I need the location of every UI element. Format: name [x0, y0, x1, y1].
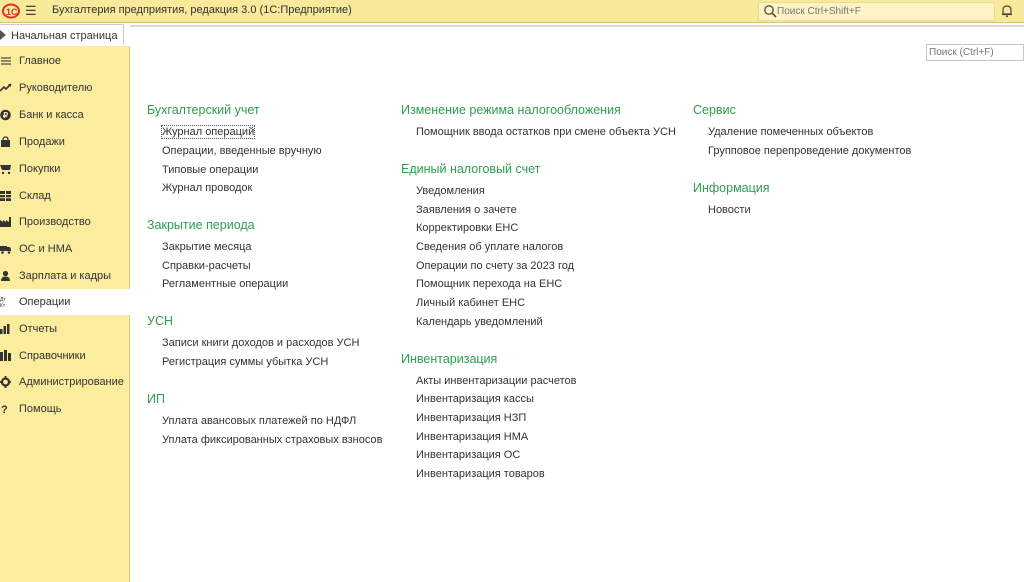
sidebar-item-label: ОС и НМА [19, 243, 73, 255]
section-title-service[interactable]: Сервис [693, 103, 736, 117]
link-routine-operations[interactable]: Регламентные операции [162, 278, 289, 290]
bag-icon [0, 136, 12, 148]
sidebar-item-label: Продажи [19, 136, 65, 148]
sidebar-item-label: Склад [19, 190, 51, 202]
sidebar-item-label: Банк и касса [19, 109, 84, 121]
link-wip-inventory[interactable]: Инвентаризация НЗП [416, 412, 527, 424]
1c-logo-icon[interactable] [2, 3, 20, 19]
sidebar-item-label: Покупки [19, 163, 61, 175]
section-title-period-close[interactable]: Закрытие периода [147, 218, 255, 232]
link-group-reposting[interactable]: Групповое перепроведение документов [708, 145, 912, 157]
section-title-ip[interactable]: ИП [147, 392, 165, 406]
sections-sidebar [0, 46, 130, 582]
section-title-accounting[interactable]: Бухгалтерский учет [147, 103, 260, 117]
truck-icon [0, 243, 12, 255]
sidebar-item-manager[interactable] [0, 75, 130, 101]
app-title: Бухгалтерия предприятия, редакция 3.0 (1С:Предприятие) [52, 4, 352, 16]
factory-icon [0, 216, 12, 228]
operations-icon [0, 296, 12, 308]
sidebar-item-main[interactable] [0, 48, 130, 74]
sidebar-item-label: Зарплата и кадры [19, 270, 112, 282]
link-cash-inventory[interactable]: Инвентаризация кассы [416, 393, 534, 405]
link-delete-marked-objects[interactable]: Удаление помеченных объектов [708, 126, 874, 138]
sidebar-item-operations[interactable] [0, 289, 130, 315]
global-search-input[interactable] [777, 4, 987, 18]
sidebar-item-help[interactable] [0, 396, 130, 422]
sidebar-item-purchases[interactable] [0, 156, 130, 182]
link-notifications-calendar[interactable]: Календарь уведомлений [416, 316, 543, 328]
sidebar-item-admin[interactable] [0, 369, 130, 395]
tab-home[interactable] [0, 24, 124, 45]
sidebar-item-production[interactable] [0, 209, 130, 235]
link-goods-inventory[interactable]: Инвентаризация товаров [416, 468, 545, 480]
sidebar-item-label: Отчеты [19, 323, 58, 335]
sidebar-item-label: Главное [19, 55, 62, 67]
link-ens-adjustments[interactable]: Корректировки ЕНС [416, 222, 519, 234]
link-postings-journal[interactable]: Журнал проводок [162, 182, 253, 194]
bell-icon[interactable] [1000, 4, 1014, 18]
bar-chart-icon [0, 323, 12, 335]
tab-divider [130, 25, 1024, 27]
link-tax-payment-info[interactable]: Сведения об уплате налогов [416, 241, 564, 253]
home-tab-marker-icon [0, 30, 7, 40]
link-standard-operations[interactable]: Типовые операции [162, 164, 259, 176]
link-intangibles-inventory[interactable]: Инвентаризация НМА [416, 431, 529, 443]
sidebar-item-bank[interactable] [0, 102, 130, 128]
link-offset-applications[interactable]: Заявления о зачете [416, 204, 517, 216]
link-news[interactable]: Новости [708, 204, 751, 216]
cart-icon [0, 163, 12, 175]
person-icon [0, 270, 12, 282]
svg-text:?: ? [1, 404, 8, 415]
sidebar-item-label: Операции [19, 296, 71, 308]
menu-lines-icon [0, 55, 12, 67]
svg-text:Дт: Дт [0, 297, 6, 303]
sidebar-item-assets[interactable] [0, 236, 130, 262]
link-account-operations-2023[interactable]: Операции по счету за 2023 год [416, 260, 575, 272]
gear-icon [0, 376, 12, 388]
sidebar-item-reports[interactable] [0, 316, 130, 342]
link-usn-balance-assistant[interactable]: Помощник ввода остатков при смене объекта УСН [416, 126, 676, 138]
sidebar-item-directories[interactable] [0, 343, 130, 369]
question-icon [0, 403, 12, 415]
link-manual-operations[interactable]: Операции, введенные вручную [162, 145, 322, 157]
link-fixed-insurance-payments[interactable]: Уплата фиксированных страховых взносов [162, 434, 383, 446]
link-usn-book-records[interactable]: Записи книги доходов и расходов УСН [162, 337, 360, 349]
link-month-close[interactable]: Закрытие месяца [162, 241, 252, 253]
sidebar-item-label: Производство [19, 216, 91, 228]
section-title-inventory[interactable]: Инвентаризация [401, 352, 498, 366]
section-title-usn[interactable]: УСН [147, 314, 173, 328]
tab-home-label: Начальная страница [11, 30, 118, 42]
link-reference-calculations[interactable]: Справки-расчеты [162, 260, 251, 272]
sidebar-item-salary[interactable] [0, 263, 130, 289]
link-operations-journal[interactable]: Журнал операций [162, 126, 255, 138]
link-settlement-inventory-acts[interactable]: Акты инвентаризации расчетов [416, 375, 577, 387]
link-usn-loss-registration[interactable]: Регистрация суммы убытка УСН [162, 356, 329, 368]
sidebar-item-warehouse[interactable] [0, 183, 130, 209]
books-icon [0, 350, 12, 362]
link-fixed-assets-inventory[interactable]: Инвентаризация ОС [416, 449, 521, 461]
sidebar-item-label: Справочники [19, 350, 86, 362]
link-notifications[interactable]: Уведомления [416, 185, 485, 197]
sidebar-item-label: Помощь [19, 403, 62, 415]
section-title-tax-regime[interactable]: Изменение режима налогообложения [401, 103, 621, 117]
link-ens-transition-assistant[interactable]: Помощник перехода на ЕНС [416, 278, 563, 290]
panel-search[interactable] [926, 44, 1024, 61]
search-icon [763, 4, 777, 18]
ruble-coin-icon [0, 109, 12, 121]
sidebar-item-label: Руководителю [19, 82, 93, 94]
svg-text:Кт: Кт [0, 303, 6, 308]
trend-icon [0, 82, 12, 94]
svg-text:₽: ₽ [3, 111, 9, 120]
sidebar-item-sales[interactable] [0, 129, 130, 155]
title-bar [0, 0, 1024, 23]
main-menu-icon[interactable]: ☰ [25, 3, 37, 18]
panel-search-input[interactable] [929, 46, 1021, 59]
sidebar-item-label: Администрирование [19, 376, 124, 388]
warehouse-icon [0, 190, 12, 202]
section-title-ens[interactable]: Единый налоговый счет [401, 162, 541, 176]
global-search[interactable] [758, 2, 995, 21]
section-title-info[interactable]: Информация [693, 181, 770, 195]
svg-text:1С: 1С [6, 7, 18, 17]
link-ens-personal-account[interactable]: Личный кабинет ЕНС [416, 297, 526, 309]
link-ndfl-advance-payments[interactable]: Уплата авансовых платежей по НДФЛ [162, 415, 357, 427]
